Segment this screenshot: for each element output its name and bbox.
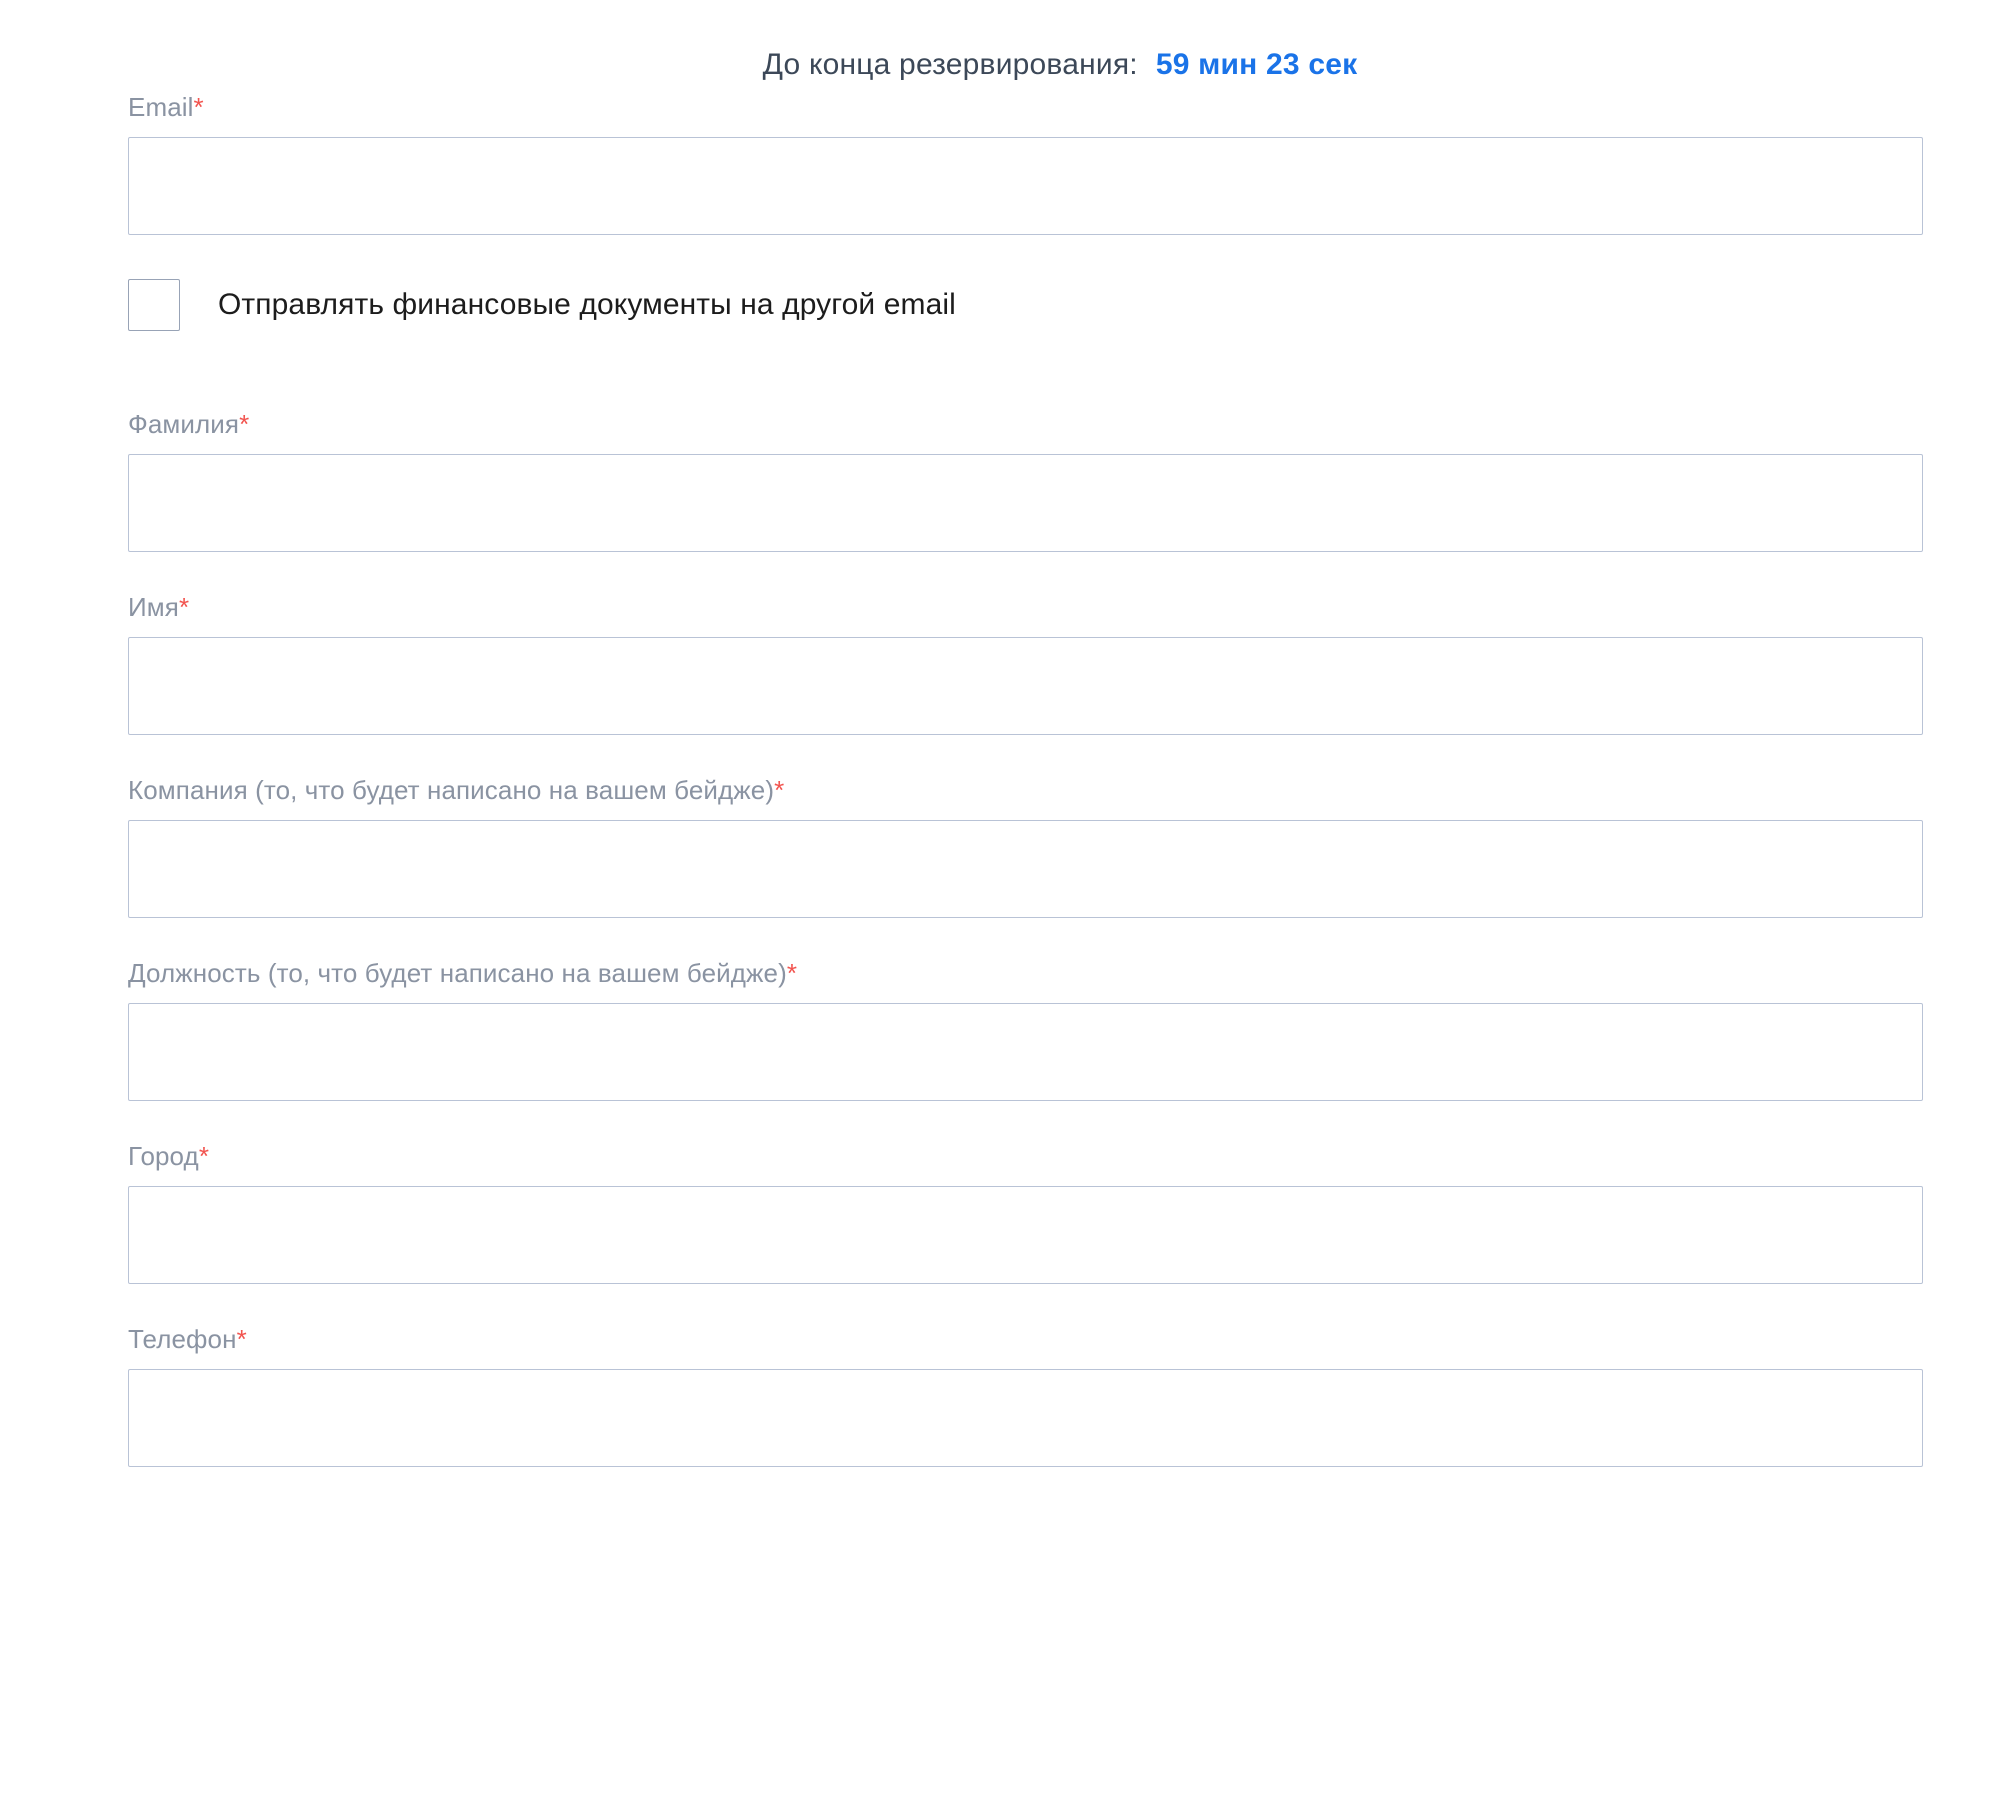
alt-email-checkbox[interactable] [128, 279, 180, 331]
field-position-label [128, 958, 2000, 989]
required-marker: * [786, 958, 798, 988]
email-input[interactable] [128, 137, 1923, 235]
spacer [0, 1284, 2000, 1324]
field-position-label-text: Должность (то, что будет написано на вашем бейдже) [128, 958, 787, 988]
firstname-input[interactable] [128, 637, 1923, 735]
field-lastname-label-text: Фамилия [128, 409, 240, 439]
field-firstname [0, 592, 2000, 735]
field-company-label-text: Компания (то, что будет написано на вашем бейдже) [128, 775, 775, 805]
field-phone-label [128, 1324, 2000, 1355]
lastname-input[interactable] [128, 454, 1923, 552]
required-marker: * [193, 92, 204, 122]
required-marker: * [239, 409, 250, 439]
spacer [0, 552, 2000, 592]
position-input[interactable] [128, 1003, 1923, 1101]
field-email-label [128, 92, 2000, 123]
field-city-label-text: Город [128, 1141, 199, 1171]
field-lastname [0, 409, 2000, 552]
reservation-timer-value: 59 мин 23 сек [1155, 48, 1358, 81]
spacer [0, 1101, 2000, 1141]
field-firstname-label-text: Имя [128, 592, 179, 622]
phone-input[interactable] [128, 1369, 1923, 1467]
field-phone [0, 1324, 2000, 1467]
field-email [0, 92, 2000, 235]
spacer [0, 735, 2000, 775]
field-city-label [128, 1141, 2000, 1172]
alt-email-checkbox-label: Отправлять финансовые документы на другой email [218, 288, 956, 321]
alt-email-checkbox-row[interactable] [128, 279, 2000, 331]
required-marker: * [178, 592, 190, 622]
required-marker: * [198, 1141, 210, 1171]
spacer [0, 235, 2000, 279]
field-city [0, 1141, 2000, 1284]
required-marker: * [236, 1324, 247, 1354]
field-position [0, 958, 2000, 1101]
field-lastname-label [128, 409, 2000, 440]
company-input[interactable] [128, 820, 1923, 918]
field-firstname-label [128, 592, 2000, 623]
field-company [0, 775, 2000, 918]
spacer [0, 331, 2000, 409]
reservation-timer-label: До конца резервирования: [762, 48, 1138, 81]
required-marker: * [774, 775, 785, 805]
city-input[interactable] [128, 1186, 1923, 1284]
reservation-timer [0, 0, 2000, 92]
field-email-label-text: Email [128, 92, 194, 122]
field-phone-label-text: Телефон [128, 1324, 237, 1354]
field-company-label [128, 775, 2000, 806]
registration-form [0, 92, 2000, 1467]
spacer [0, 918, 2000, 958]
